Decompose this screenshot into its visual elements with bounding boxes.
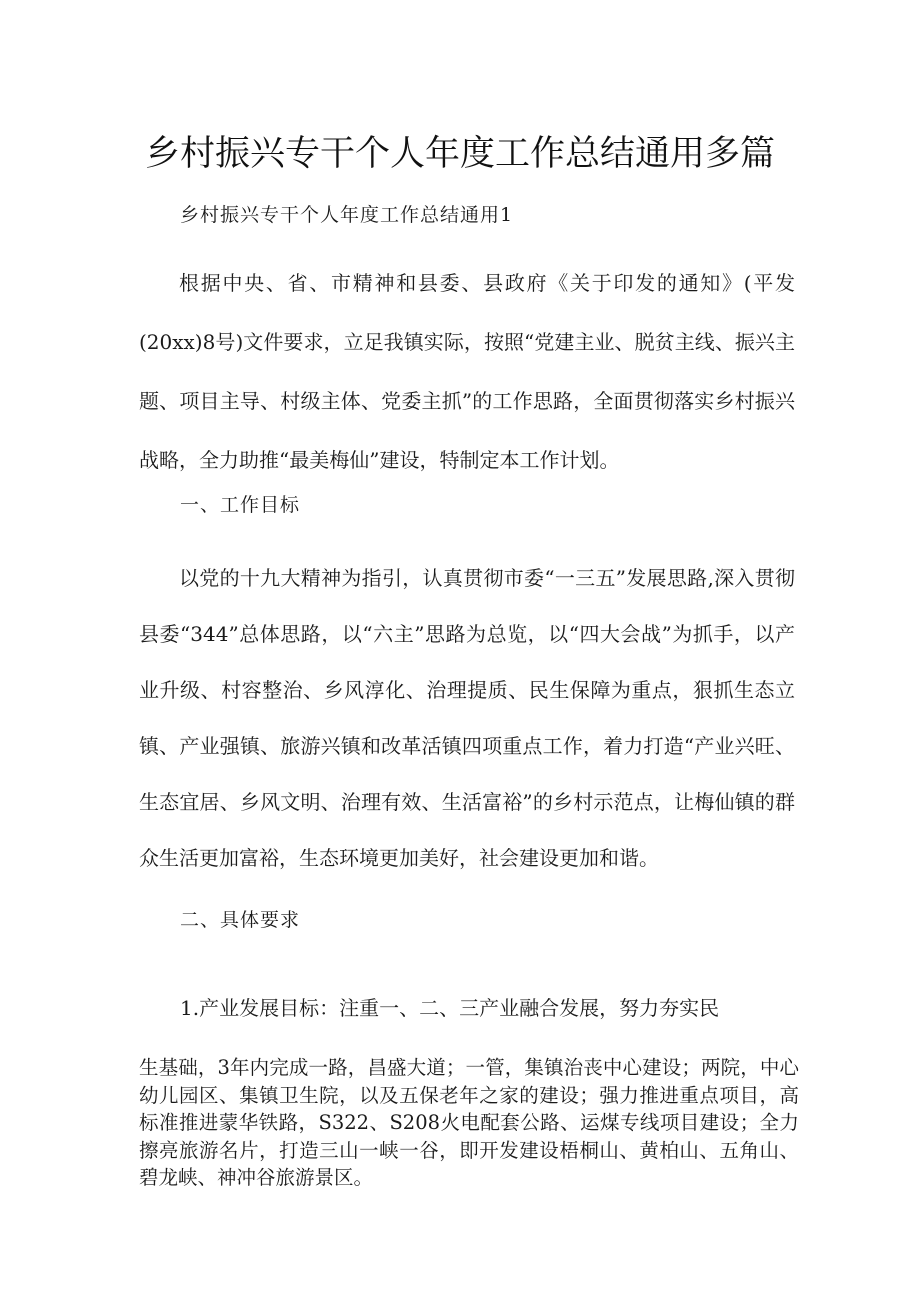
section-heading-goals: 一、工作目标 xyxy=(180,494,301,516)
section-heading-requirements: 二、具体要求 xyxy=(180,909,301,931)
document-title: 乡村振兴专干个人年度工作总结通用多篇 xyxy=(144,134,775,174)
list-item-industry: 1.产业发展目标：注重一、二、三产业融合发展，努力夯实民 xyxy=(180,996,720,1020)
paragraph-goals: 以党的十九大精神为指引，认真贯彻市委“一三五”发展思路,深入贯彻县委“344”总体思路，以“六主”思路为总览，以“四大会战”为抓手，以产业升级、村容整治、乡风淳化、治理提质、民生保障为重点，狠抓生态立镇、产业强镇、旅游兴镇和改革活镇四项重点工作，着力打造“产业兴旺、生态宜居、乡风文明、治理有效、生活富裕”的乡村示范点，让梅仙镇的群众生活更加富裕，生态环境更加美好，社会建设更加和谐。 xyxy=(139,566,795,870)
document-subtitle: 乡村振兴专干个人年度工作总结通用1 xyxy=(180,204,514,226)
paragraph-intro: 根据中央、省、市精神和县委、县政府《关于印发的通知》(平发(20xx)8号)文件要求，立足我镇实际，按照“党建主业、脱贫主线、振兴主题、项目主导、村级主体、党委主抓”的工作思路，全面贯彻落实乡村振兴战略，全力助推“最美梅仙”建设，特制定本工作计划。 xyxy=(139,271,795,472)
paragraph-industry-detail: 生基础，3年内完成一路，昌盛大道；一管，集镇治丧中心建设；两院，中心幼儿园区、集镇卫生院，以及五保老年之家的建设；强力推进重点项目，高标准推进蒙华铁路，S322、S208火电配套公路、运煤专线项目建设；全力擦亮旅游名片，打造三山一峡一谷，即开发建设梧桐山、黄柏山、五角山、碧龙峡、神冲谷旅游景区。 xyxy=(139,1056,799,1189)
